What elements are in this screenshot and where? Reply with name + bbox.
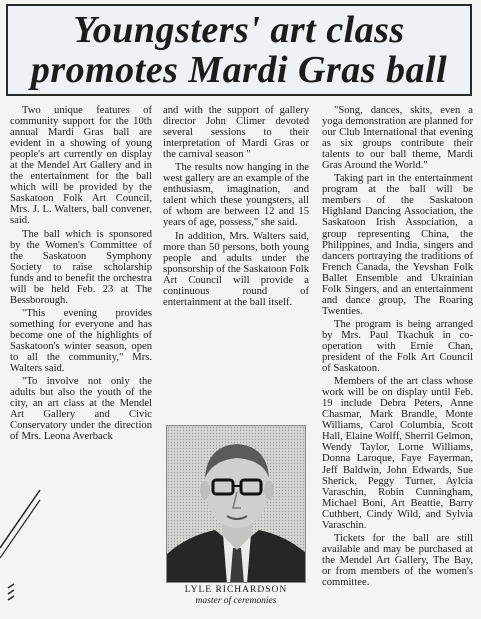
caption-name: LYLE RICHARDSON bbox=[184, 585, 288, 595]
headline-line-2: promotes Mardi Gras ball bbox=[30, 49, 448, 91]
paragraph: "To involve not only the adults but also the youth of the city, an art class at the Mendel Art Gallery and Civic Conservatory under the direction of Mrs. Leona Averback bbox=[10, 376, 152, 443]
paragraph: and with the support of gallery director John Climer devoted several sessions to their interpretation of Mardi Gras or the carnival season " bbox=[163, 105, 309, 161]
headline-line-1: Youngsters' art class bbox=[73, 9, 405, 51]
paragraph: The results now hanging in the west gallery are an example of the enthusiasm, imagination, and talent which these youngsters, all of whom are between 12 and 15 years of age, possess," she said. bbox=[163, 162, 309, 229]
adjacent-graphic-fragment bbox=[0, 488, 42, 619]
paragraph: Members of the art class whose work will be on display until Feb. 19 include Debra Peters, Anne Chasmar, Mark Brandle, Monte Williams, Carol Columbia, Scott Hall, Elaine Wolff, Sherril Gelmon, Wendy Taylor, Lorne Williams, Donna Laroque, Faye Fayerman, Jeff Baldwin, John Edwards, Sue Sherick, Peggy Turner, Aylcia Varaschin, Robin Cunningham, Michael Boni, Art Beattie, Barry Cuthbert, Cindy Wild, and Sylvia Varaschin. bbox=[322, 376, 473, 531]
headline-box bbox=[6, 4, 472, 96]
paragraph: Tickets for the ball are still available and may be purchased at the Mendel Art Gallery, The Bay, or from members of the women's committee. bbox=[322, 532, 473, 588]
paragraph: Two unique features of community support for the 10th annual Mardi Gras ball are evident in a showing of young people's art currently on display at the Mendel Art Gallery and in the entertainment for the ball which will be provided by the Saskatoon Folk Art Council, Mrs. J. L. Walters, ball convener, said. bbox=[10, 105, 152, 227]
paragraph: In addition, Mrs. Walters said, more than 50 persons, both young people and adults under the sponsorship of the Saskatoon Folk Art Council will provide a continuous round of entertainment at the ball itself. bbox=[163, 230, 309, 308]
article-column-3 bbox=[322, 105, 473, 590]
paragraph: "Song, dances, skits, even a yoga demonstration are planned for our Club International that evening as six groups contribute their talents to our ball theme, Mardi Gras Around the World." bbox=[322, 105, 473, 172]
caption-role: master of ceremonies bbox=[195, 595, 277, 606]
article-column-1 bbox=[10, 105, 152, 444]
paragraph: Taking part in the entertainment program at the ball will be members of the Saskatoon Highland Dancing Association, the Saskatoon Irish Association, a group representing China, the Philippines, and India, singers and dancers portraying the traditions of French Canada, the Yevshan Folk Ballet Ensemble and Ukrainian Folk Singers, and an entertainment and dance group, The Roaring Twenties. bbox=[322, 173, 473, 317]
paragraph: The program is being arranged by Mrs. Paul Tkachuk in co-operation with Ernie Chan, president of the Folk Art Council of Saskatoon. bbox=[322, 318, 473, 375]
paragraph: "This evening provides something for everyone and has become one of the highlights of Saskatoon's winter season, open to all the community," Mrs. Walters said. bbox=[10, 307, 152, 375]
portrait-photo bbox=[166, 425, 306, 583]
portrait-image bbox=[167, 426, 306, 583]
article-column-2 bbox=[163, 105, 309, 310]
photo-caption bbox=[166, 585, 306, 606]
headline bbox=[8, 6, 470, 90]
paragraph: The ball which is sponsored by the Women's Committee of the Saskatoon Symphony Society to raise scholarship funds and to benefit the orchestra will be held Feb. 23 at The Bessborough. bbox=[10, 228, 152, 306]
